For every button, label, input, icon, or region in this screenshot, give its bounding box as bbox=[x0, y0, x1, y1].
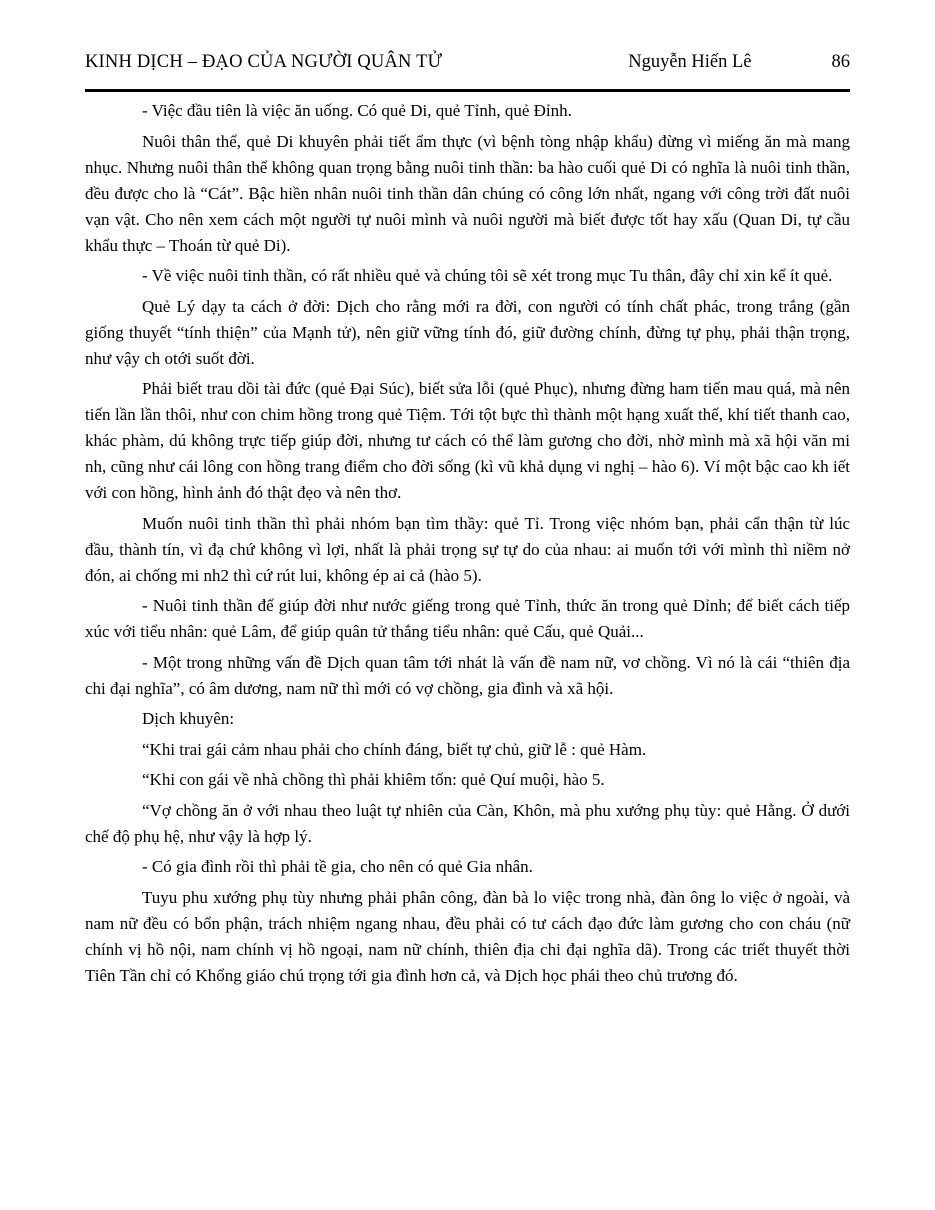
book-title: KINH DỊCH – ĐẠO CỦA NGƯỜI QUÂN TỬ bbox=[85, 52, 443, 72]
paragraph: - Nuôi tinh thần để giúp đời như nước giếng trong quẻ Tỉnh, thức ăn trong quẻ Dỉnh; để biết cách tiếp xúc với tiểu nhân: quẻ Lâm, để giúp quân tử thắng tiểu nhân: quẻ Cấu, quẻ Quải... bbox=[85, 596, 850, 641]
paragraph: “Khi con gái về nhà chồng thì phải khiêm tốn: quẻ Quí muội, hào 5. bbox=[142, 770, 605, 789]
page-header bbox=[85, 50, 850, 74]
page-number: 86 bbox=[831, 52, 850, 72]
paragraph: Quẻ Lý dạy ta cách ở đời: Dịch cho rằng mới ra đời, con người có tính chất phác, trong trắng (gần giống thuyết “tính thiện” của Mạnh tử), nên giữ vững tính đó, giữ đường chính, đừng tự phụ, phải thận trọng, như vậy ch otới suốt đời. bbox=[85, 296, 850, 368]
page-body bbox=[85, 98, 850, 989]
paragraph: Nuôi thân thể, quẻ Di khuyên phải tiết ẩm thực (vì bệnh tòng nhập khẩu) đừng vì miếng ăn mà mang nhục. Nhưng nuôi thân thể không quan trọng bằng nuôi tinh thần: ba hào cuối quẻ Di có nghĩa là nuôi tinh thần, đều được cho là “Cát”. Bậc hiền nhân nuôi tinh thần dân chúng có công lớn nhất, ngang với công trời đất nuôi vạn vật. Cho nên xem cách một người tự nuôi mình và nuôi người mà biết được tốt hay xấu (Quan Di, tự cầu khẩu thực – Thoán từ quẻ Di). bbox=[85, 131, 850, 255]
paragraph: Phải biết trau dồi tài đức (quẻ Đại Súc), biết sửa lỗi (quẻ Phục), nhưng đừng ham tiến mau quá, mà nên tiến lần lần thôi, như con chim hồng trong quẻ Tiệm. Tới tột bực thì thành một hạng xuất thế, khí tiết thanh cao, khác phàm, dú không trực tiếp giúp đời, nhưng tư cách có thể làm gương cho đời, nhờ mình mà xã hội văn mi nh, cũng như cái lông con hồng trang điểm cho đời sống (kì vũ khả dụng vi nghị – hào 6). Ví một bậc cao kh iết với con hồng, hình ảnh đó thật đẹo và nên thơ. bbox=[85, 379, 850, 502]
author-name: Nguyễn Hiến Lê bbox=[628, 52, 752, 72]
paragraph: - Có gia đình rồi thì phải tề gia, cho nên có quẻ Gia nhân. bbox=[142, 857, 533, 876]
paragraph: Dịch khuyên: bbox=[142, 709, 235, 728]
paragraph: Tuyu phu xướng phụ tùy nhưng phải phân công, đàn bà lo việc trong nhà, đàn ông lo việc ở ngoài, và nam nữ đều có bổn phận, trách nhiệm ngang nhau, đều phải có tư cách đạo đức làm gương cho con cháu (nữ chính vị hồ nội, nam chính vị hồ ngoại, nam nữ chính, thiên địa chi đại nghĩa dã). Trong các triết thuyết thời Tiên Tần chỉ có Khổng giáo chú trọng tới gia đình hơn cả, và Dịch học phái theo chủ trương đó. bbox=[85, 887, 850, 985]
paragraph: “Vợ chồng ăn ở với nhau theo luật tự nhiên của Càn, Khôn, mà phu xướng phụ tùy: quẻ Hằng. Ở dưới chế độ phụ hệ, như vậy là hợp lý. bbox=[85, 800, 850, 846]
paragraph: - Về việc nuôi tinh thần, có rất nhiều quẻ và chúng tôi sẽ xét trong mục Tu thân, đây chỉ xin kể ít quẻ. bbox=[142, 266, 833, 285]
paragraph: - Một trong những vấn đề Dịch quan tâm tới nhát là vấn đề nam nữ, vơ chồng. Vì nó là cái “thiên địa chi đại nghĩa”, có âm dương, nam nữ thì mới có vợ chồng, gia đình và xã hội. bbox=[85, 652, 850, 698]
paragraph: “Khi trai gái cảm nhau phải cho chính đáng, biết tự chủ, giữ lễ : quẻ Hàm. bbox=[142, 739, 647, 759]
paragraph: - Việc đầu tiên là việc ăn uống. Có quẻ Di, quẻ Tỉnh, quẻ Đỉnh. bbox=[142, 101, 572, 120]
header-divider bbox=[85, 89, 850, 92]
paragraph: Muốn nuôi tinh thần thì phải nhóm bạn tìm thầy: quẻ Tỉ. Trong việc nhóm bạn, phải cẩn thận từ lúc đầu, thành tín, vì đạ chứ không vì lợi, nhất là phải trọng sự tự do của nhau: ai muốn tới với mình thì niềm nở đón, ai chống mi nh2 thì cứ rút lui, không ép ai cả (hào 5). bbox=[85, 513, 850, 585]
